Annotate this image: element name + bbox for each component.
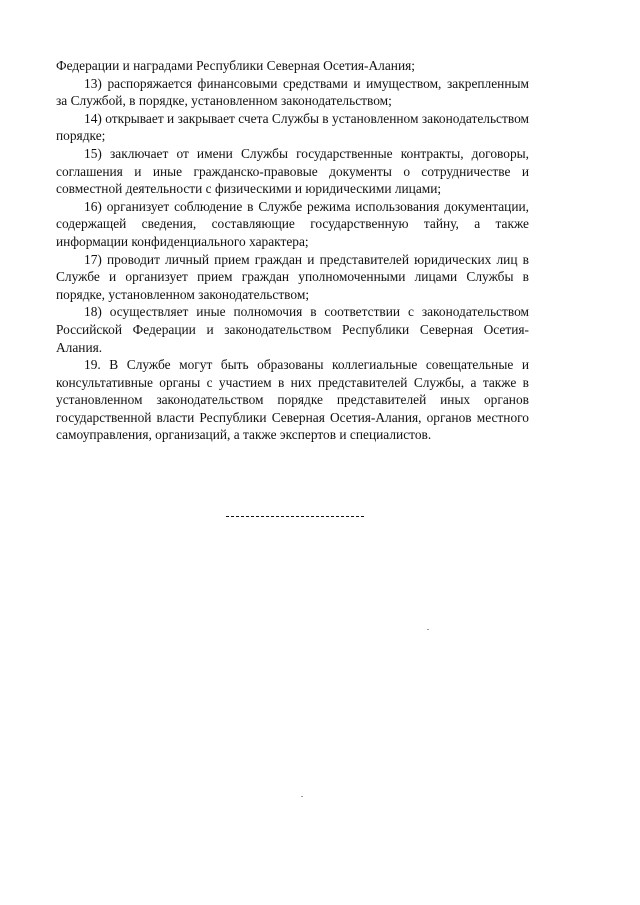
paragraph-item-14: 14) открывает и закрывает счета Службы в установленном законодательством порядке;: [56, 110, 529, 144]
paragraph-item-15: 15) заключает от имени Службы государственные контракты, договоры, соглашения и иные гражданско-правовые документы о сотрудничестве и совместной деятельности с физическими и юридическими лицами;: [56, 145, 529, 197]
scan-speck: [427, 629, 429, 630]
scan-speck: [301, 796, 303, 797]
paragraph-item-17: 17) проводит личный прием граждан и представителей юридических лиц в Службе и организует прием граждан уполномоченными лицами Службы в порядке, установленном законодательством;: [56, 251, 529, 302]
paragraph-item-13: 13) распоряжается финансовыми средствами и имуществом, закрепленным за Службой, в порядке, установленном законодательством;: [56, 75, 529, 109]
paragraph-item-16: 16) организует соблюдение в Службе режима использования документации, содержащей сведения, составляющие государственную тайну, а также информации конфиденциального характера;: [56, 198, 529, 249]
document-body: [56, 57, 529, 444]
paragraph-continuation: Федерации и наградами Республики Северная Осетия-Алания;: [56, 58, 416, 73]
paragraph-clause-19: 19. В Службе могут быть образованы коллегиальные совещательные и консультативные органы с участием в них представителей Службы, а также в установленном законодательством порядке представителей иных органов государственной власти Республики Северная Осетия-Алания, органов местного самоуправления, организаций, а также экспертов и специалистов.: [56, 357, 529, 443]
paragraph-item-18: 18) осуществляет иные полномочия в соответствии с законодательством Российской Федерации и законодательством Республики Северная Осетия-Алания.: [56, 304, 529, 355]
end-of-text-separator: [226, 516, 364, 517]
